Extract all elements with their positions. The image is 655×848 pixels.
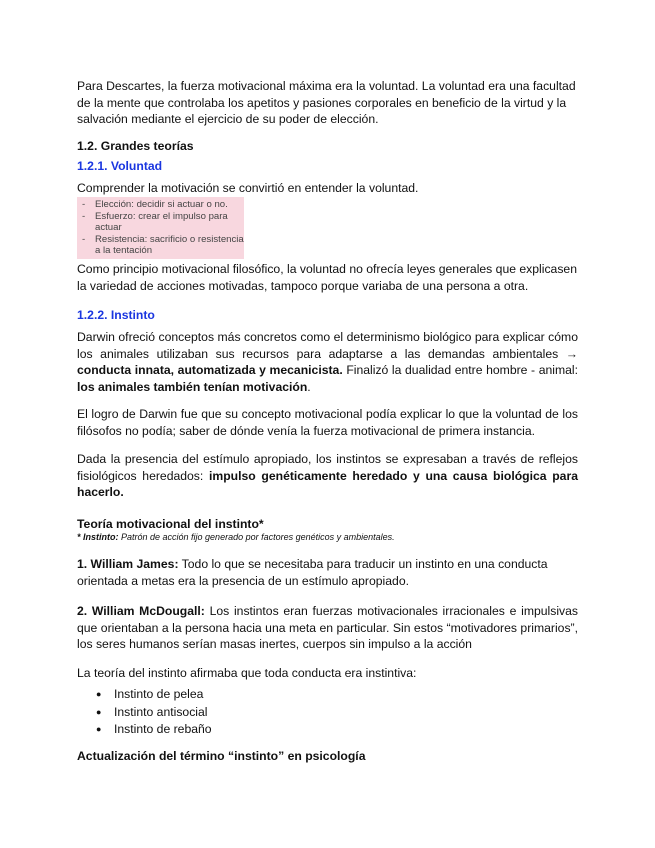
darwin-text-2: Finalizó la dualidad entre hombre - animal:: [342, 363, 578, 377]
voluntad-list-item: - Resistencia: sacrificio o resistencia a la tentación: [81, 234, 244, 257]
darwin-bold-2: los animales también tenían motivación: [77, 379, 308, 394]
voluntad-highlight-box: [77, 197, 244, 259]
subsection-heading-voluntad: 1.2.1. Voluntad: [77, 159, 163, 173]
mcdougall-text: Los instintos eran fuerzas motivacionales irracionales e impulsivas que orientaban a la persona hacia una meta en particular. Sin estos “motivadores primarios”, los seres humanos serían masas inertes, cuerpos sin impulso a la acción: [77, 604, 579, 651]
estimulo-text: Dada la presencia del estímulo apropiado, los instintos se expresaban a través de reflejos fisiológicos heredados:: [77, 452, 578, 483]
mcdougall-label: 2. William McDougall:: [77, 604, 205, 618]
darwin-logro-paragraph: El logro de Darwin fue que su concepto motivacional podía explicar lo que la voluntad de los filósofos no podía; saber de dónde venía la fuerza motivacional de primera instancia.: [77, 407, 578, 438]
estimulo-bold: impulso genéticamente heredado y una causa biológica para hacerlo.: [77, 468, 578, 499]
heading-actualizacion: Actualización del término “instinto” en psicología: [77, 749, 366, 763]
james-label: 1. William James:: [77, 557, 179, 571]
bullet-item: ● Instinto antisocial: [77, 704, 578, 722]
section-heading-grandes-teorias: 1.2. Grandes teorías: [77, 139, 194, 153]
heading-teoria-motivacional: Teoría motivacional del instinto*: [77, 517, 264, 531]
voluntad-list-item: - Esfuerzo: crear el impulso para actuar: [81, 211, 244, 234]
darwin-text-3: .: [307, 379, 311, 394]
bullet-item: ● Instinto de pelea: [77, 686, 578, 704]
darwin-paragraph: [77, 329, 578, 395]
voluntad-lead: Comprender la motivación se convirtió en entender la voluntad.: [77, 181, 419, 195]
william-james-paragraph: [77, 556, 578, 589]
footnote-text: Patrón de acción fijo generado por factores genéticos y ambientales.: [118, 532, 395, 542]
estimulo-paragraph: [77, 451, 578, 501]
intro-paragraph: Para Descartes, la fuerza motivacional máxima era la voluntad. La voluntad era una facultad de la mente que controlaba los apetitos y pasiones corporales en beneficio de la virtud y la salvación mediante el ejercicio de su poder de elección.: [77, 79, 576, 126]
subsection-heading-instinto: 1.2.2. Instinto: [77, 308, 155, 322]
voluntad-list-item: - Elección: decidir si actuar o no.: [81, 199, 244, 211]
voluntad-list: [77, 197, 244, 257]
james-text: Todo lo que se necesitaba para traducir un instinto en una conducta orientada a metas era la presencia de un estímulo apropiado.: [77, 557, 548, 588]
darwin-text-1: Darwin ofreció conceptos más concretos como el determinismo biológico para explicar cómo los animales utilizaban sus recursos para adaptarse a las demandas ambientales →: [77, 330, 578, 361]
darwin-bold-1: conducta innata, automatizada y mecanicista.: [77, 363, 343, 377]
william-mcdougall-paragraph: [77, 603, 578, 653]
instinct-bullet-list: [77, 686, 578, 739]
voluntad-closing-paragraph: Como principio motivacional filosófico, la voluntad no ofrecía leyes generales que explicasen la variedad de acciones motivadas, tampoco porque variaba de una persona a otra.: [77, 262, 577, 293]
bullet-item: ● Instinto de rebaño: [77, 721, 578, 739]
footnote-label: * Instinto:: [77, 532, 119, 542]
theory-line: La teoría del instinto afirmaba que toda conducta era instintiva:: [77, 666, 417, 680]
instinto-footnote: [77, 531, 578, 543]
